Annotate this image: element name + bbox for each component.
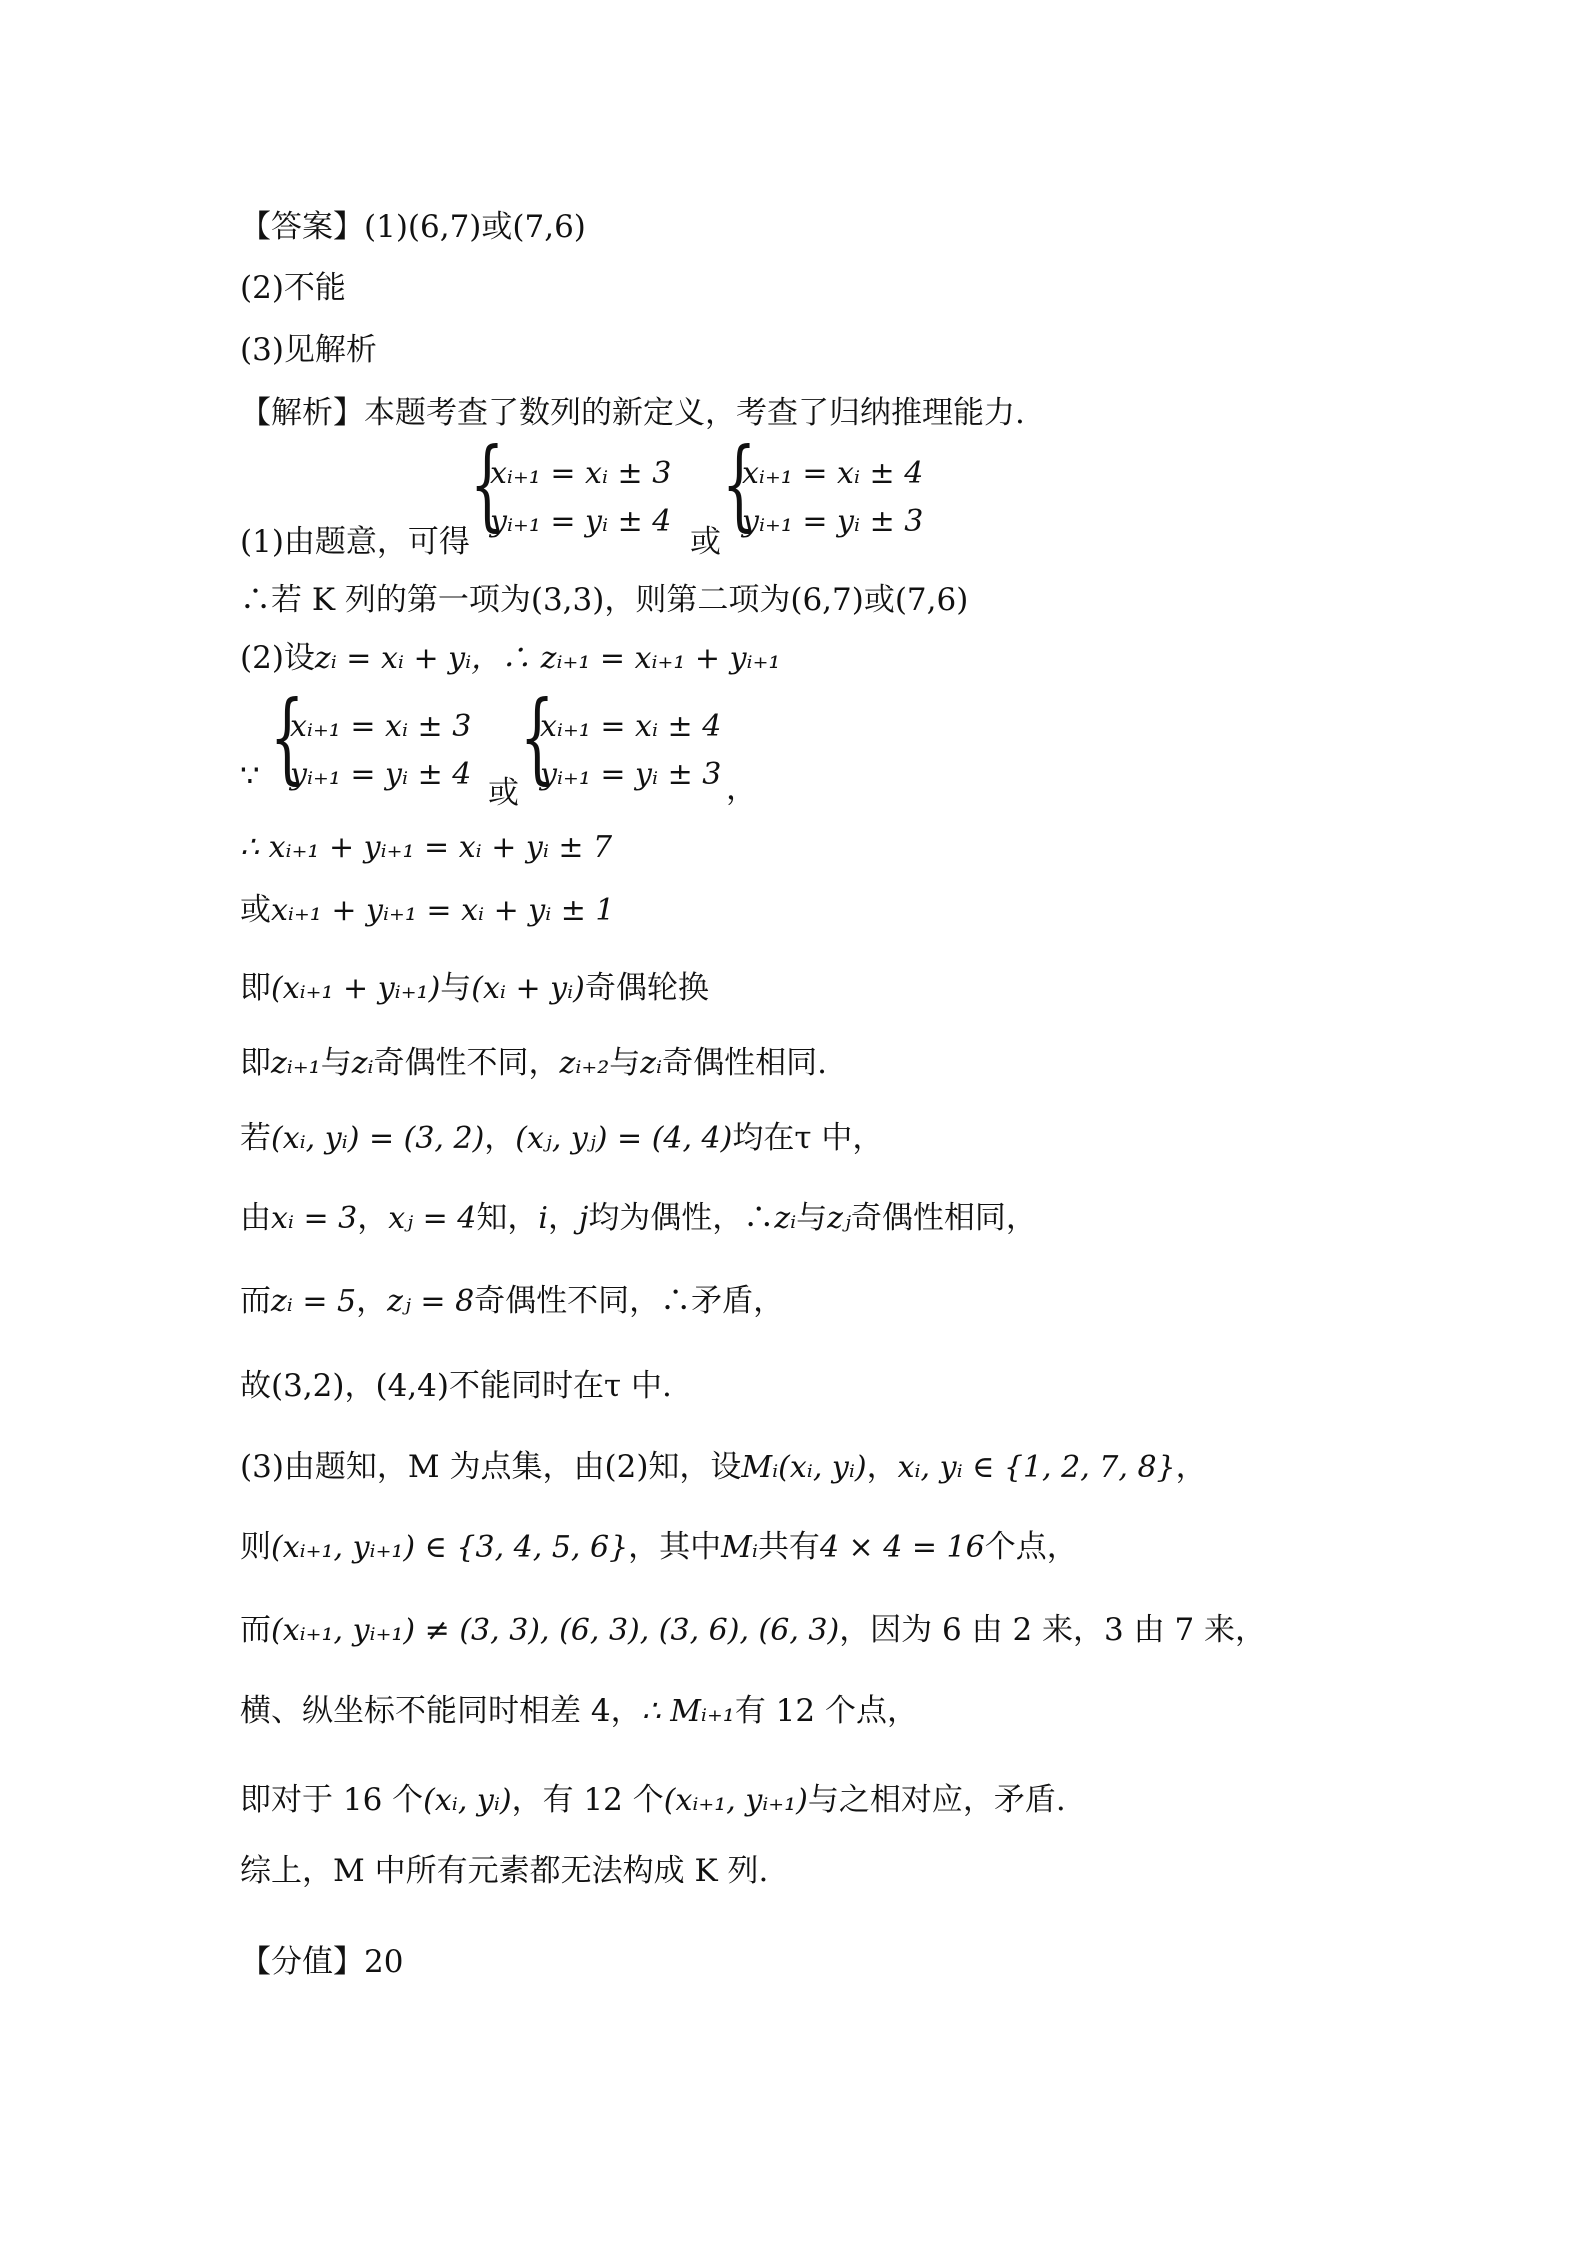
system-4-row-2: yᵢ₊₁ = yᵢ ± 3 (540, 757, 722, 792)
p3-m2: xᵢ, yᵢ ∈ {1, 2, 7, 8} (897, 1450, 1176, 1485)
then-b: ，其中 (628, 1529, 722, 1565)
cor-m2: (xᵢ₊₁, yᵢ₊₁) (663, 1783, 808, 1818)
system-1 (470, 428, 672, 546)
cor-a: 即对于 16 个 (240, 1782, 424, 1818)
because-symbol: ∵ (240, 758, 260, 794)
parity-line (240, 1042, 827, 1085)
hence-line (240, 1365, 672, 1407)
brace-icon: { (520, 681, 555, 795)
p3-m1: Mᵢ(xᵢ, yᵢ) (741, 1450, 867, 1485)
system-1-row-1: xᵢ₊₁ = xᵢ ± 3 (490, 456, 672, 491)
cor-b: ，有 12 个 (511, 1782, 664, 1818)
sum1-prefix: 或 (240, 892, 271, 928)
summary-text: 综上，M 中所有元素都无法构成 K 列. (240, 1853, 769, 1889)
part1-prefix: (1)由题意，可得 (240, 524, 470, 560)
then-d: 个点， (984, 1529, 1078, 1565)
answer-text: 【答案】(1)(6,7)或(7,6) (240, 209, 586, 245)
comma-1 (726, 768, 757, 810)
or-2-text: 或 (488, 775, 519, 811)
score-line (240, 1941, 403, 1983)
brace-icon: { (722, 428, 757, 542)
by-m6: zⱼ (827, 1201, 851, 1236)
part1-line (240, 521, 470, 563)
part2-set-text: (2)设 (240, 640, 315, 676)
system-2 (722, 428, 924, 546)
if-b: ， (484, 1120, 516, 1156)
par-m3: zᵢ₊₂ (559, 1046, 610, 1081)
if-line (240, 1117, 883, 1160)
analysis-text: 【解析】本题考查了数列的新定义，考查了归纳推理能力. (240, 395, 1025, 431)
p3-b: ， (866, 1449, 898, 1485)
then-a: 则 (240, 1529, 271, 1565)
cnt-b: 有 12 个点， (734, 1693, 918, 1729)
or-2 (488, 772, 519, 814)
alt-b: 与 (440, 970, 472, 1006)
by-m5: zᵢ (774, 1201, 797, 1236)
by-m2: xⱼ = 4 (388, 1201, 477, 1236)
alt-m1: (xᵢ₊₁ + yᵢ₊₁) (271, 971, 441, 1006)
cnt-m1: ∴ Mᵢ₊₁ (641, 1694, 735, 1729)
by-m1: xᵢ = 3 (271, 1201, 358, 1236)
or-1 (690, 521, 721, 563)
system-3-row-1: xᵢ₊₁ = xᵢ ± 3 (290, 709, 472, 744)
answer-2 (240, 267, 346, 309)
system-2-row-2: yᵢ₊₁ = yᵢ ± 3 (742, 504, 924, 539)
but-a: 而 (240, 1283, 271, 1319)
by-a: 由 (240, 1200, 271, 1236)
part1-result (240, 579, 968, 621)
par-b: 与 (320, 1045, 352, 1081)
then-m3: 4 × 4 = 16 (819, 1530, 985, 1565)
score-text: 【分值】20 (240, 1944, 404, 1980)
part3-line (240, 1446, 1207, 1489)
system-4 (520, 681, 722, 799)
answer-3-text: (3)见解析 (240, 332, 377, 368)
if-m1: (xᵢ, yᵢ) = (3, 2) (271, 1121, 485, 1156)
if-a: 若 (240, 1120, 271, 1156)
comma-1-text: ， (726, 771, 757, 807)
p3-a: (3)由题知，M 为点集，由(2)知，设 (240, 1449, 742, 1485)
count-line (240, 1690, 918, 1733)
sum7-line (240, 826, 612, 869)
sum1-math: xᵢ₊₁ + yᵢ₊₁ = xᵢ + yᵢ ± 1 (271, 893, 615, 928)
p3-c: ， (1175, 1449, 1207, 1485)
brace-icon: { (270, 681, 305, 795)
answer-2-text: (2)不能 (240, 270, 346, 306)
alt-c: 奇偶轮换 (584, 970, 709, 1006)
then-m2: Mᵢ (721, 1530, 758, 1565)
by-g: 奇偶性相同， (850, 1200, 1037, 1236)
ne-b: ，因为 6 由 2 来，3 由 7 来， (839, 1612, 1267, 1648)
analysis-heading (240, 392, 1025, 434)
but-line (240, 1280, 784, 1323)
system-4-row-1: xᵢ₊₁ = xᵢ ± 4 (540, 709, 722, 744)
ne-line (240, 1609, 1266, 1652)
answer-3 (240, 329, 377, 371)
ne-m1: (xᵢ₊₁, yᵢ₊₁) ≠ (3, 3), (6, 3), (3, 6), (6, 3) (271, 1613, 840, 1648)
sum1-line (240, 889, 615, 932)
sum7-math: ∴ xᵢ₊₁ + yᵢ₊₁ = xᵢ + yᵢ ± 7 (240, 830, 613, 865)
alt-m2: (xᵢ + yᵢ) (471, 971, 585, 1006)
by-d: ， (548, 1200, 579, 1236)
but-b: ， (356, 1283, 388, 1319)
by-m3: i (538, 1201, 548, 1236)
part1-result-text: ∴若 K 列的第一项为(3,3)，则第二项为(6,7)或(7,6) (240, 582, 969, 618)
part2-set-math: zᵢ = xᵢ + yᵢ，∴ zᵢ₊₁ = xᵢ₊₁ + yᵢ₊₁ (314, 641, 781, 676)
par-a: 即 (240, 1045, 271, 1081)
hence-text: 故(3,2)，(4,4)不能同时在τ 中. (240, 1368, 672, 1404)
system-3-row-2: yᵢ₊₁ = yᵢ ± 4 (290, 757, 472, 792)
cor-m1: (xᵢ, yᵢ) (423, 1783, 512, 1818)
system-3 (270, 681, 472, 799)
system-2-row-1: xᵢ₊₁ = xᵢ ± 4 (742, 456, 924, 491)
par-e: 奇偶性相同. (662, 1045, 827, 1081)
part2-set (240, 637, 780, 680)
correspond-line (240, 1779, 1066, 1822)
alt-a: 即 (240, 970, 271, 1006)
by-m4: j (579, 1201, 589, 1236)
by-e: 均为偶性，∴ (588, 1200, 775, 1236)
then-line (240, 1526, 1078, 1569)
system-1-row-2: yᵢ₊₁ = yᵢ ± 4 (490, 504, 672, 539)
or-1-text: 或 (690, 524, 721, 560)
because-line (240, 755, 260, 797)
then-m1: (xᵢ₊₁, yᵢ₊₁) ∈ {3, 4, 5, 6} (271, 1530, 629, 1565)
par-m2: zᵢ (351, 1046, 374, 1081)
by-f: 与 (796, 1200, 828, 1236)
if-m2: (xⱼ, yⱼ) = (4, 4) (515, 1121, 733, 1156)
ne-a: 而 (240, 1612, 271, 1648)
but-m2: zⱼ = 8 (387, 1284, 475, 1319)
by-c: 知， (476, 1200, 539, 1236)
cor-c: 与之相对应，矛盾. (807, 1782, 1066, 1818)
brace-icon: { (470, 428, 505, 542)
but-m1: zᵢ = 5 (271, 1284, 357, 1319)
par-d: 与 (609, 1045, 641, 1081)
if-c: 均在τ 中， (732, 1120, 884, 1156)
by-b: ， (357, 1200, 389, 1236)
par-c: 奇偶性不同， (373, 1045, 560, 1081)
summary-line (240, 1850, 768, 1892)
but-c: 奇偶性不同，∴矛盾， (474, 1283, 785, 1319)
by-line (240, 1197, 1037, 1240)
then-c: 共有 (757, 1529, 820, 1565)
par-m4: zᵢ (640, 1046, 663, 1081)
par-m1: zᵢ₊₁ (271, 1046, 321, 1081)
answer-line (240, 206, 586, 248)
alternate-line (240, 967, 709, 1010)
cnt-a: 横、纵坐标不能同时相差 4， (240, 1693, 642, 1729)
